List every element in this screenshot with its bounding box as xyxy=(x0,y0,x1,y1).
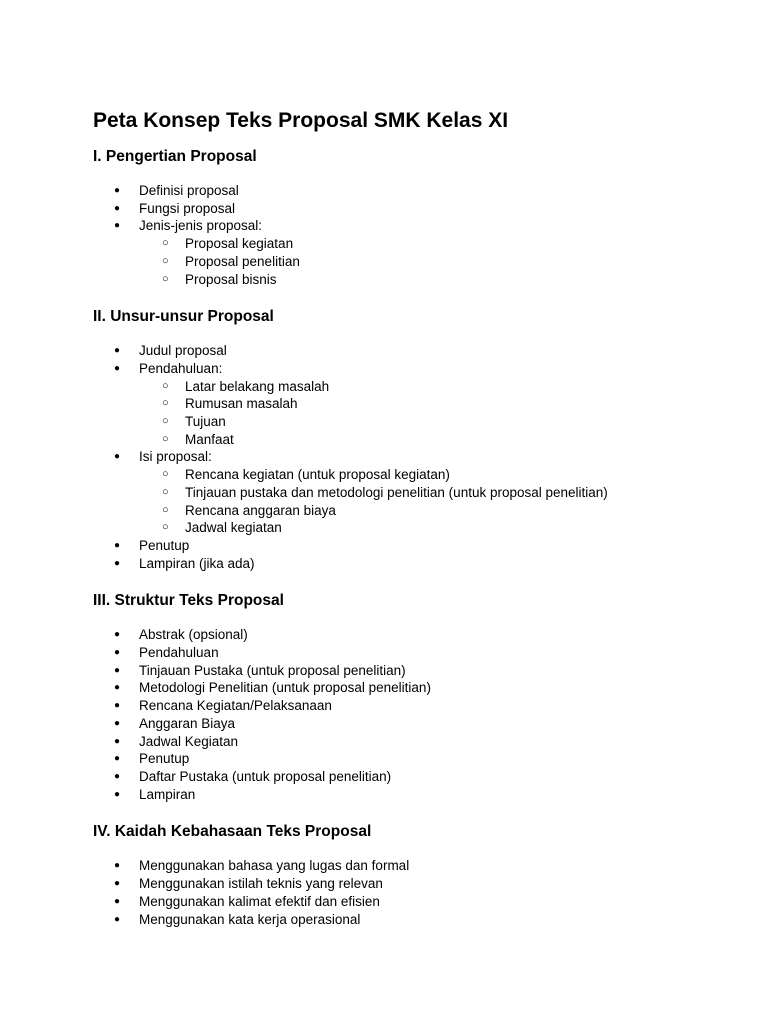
filled-bullet-icon: ● xyxy=(114,682,121,694)
list-item-text: Daftar Pustaka (untuk proposal penelitian) xyxy=(139,768,392,784)
bullet-list xyxy=(93,626,733,803)
list-item xyxy=(93,644,733,662)
list-item-text: Isi proposal: xyxy=(139,449,212,465)
sub-list-item xyxy=(93,271,733,289)
list-item-text: Penutup xyxy=(139,751,190,767)
sub-list-item xyxy=(93,395,733,413)
hollow-bullet-icon: ○ xyxy=(162,432,169,445)
sub-list-item-text: Jadwal kegiatan xyxy=(185,520,282,536)
list-item-text: Definisi proposal xyxy=(139,183,239,198)
section-heading: I. Pengertian Proposal xyxy=(93,148,257,165)
filled-bullet-icon: ● xyxy=(114,362,121,374)
filled-bullet-icon: ● xyxy=(114,735,121,747)
filled-bullet-icon: ● xyxy=(114,717,121,729)
sub-bullet-list xyxy=(93,378,733,449)
bullet-list xyxy=(93,342,733,572)
hollow-bullet-icon: ○ xyxy=(162,521,169,534)
list-item-text: Penutup xyxy=(139,537,190,553)
list-item-text: Pendahuluan xyxy=(139,645,219,661)
list-item-text: Abstrak (opsional) xyxy=(139,627,248,643)
sub-list-item xyxy=(93,484,733,502)
sub-bullet-list xyxy=(93,235,733,288)
sub-list-item xyxy=(93,413,733,431)
section-heading: III. Struktur Teks Proposal xyxy=(93,592,284,610)
document-sections xyxy=(93,146,733,928)
sub-list-item-text: Proposal kegiatan xyxy=(185,236,294,252)
list-item xyxy=(93,555,733,573)
filled-bullet-icon: ● xyxy=(114,860,121,872)
sub-bullet-list xyxy=(93,466,733,537)
list-item-text: Menggunakan bahasa yang lugas dan formal xyxy=(139,858,410,874)
sub-list-item xyxy=(93,235,733,253)
list-item-text: Menggunakan kalimat efektif dan efisien xyxy=(139,893,380,909)
section xyxy=(93,146,733,288)
sub-list-item-text: Tinjauan pustaka dan metodologi penelitian (untuk proposal penelitian) xyxy=(185,484,608,500)
filled-bullet-icon: ● xyxy=(114,345,121,357)
filled-bullet-icon: ● xyxy=(114,664,121,676)
list-item-text: Judul proposal xyxy=(139,343,227,359)
list-item-text: Fungsi proposal xyxy=(139,200,236,216)
sub-list-item xyxy=(93,466,733,484)
list-item xyxy=(93,217,733,288)
filled-bullet-icon: ● xyxy=(114,202,121,214)
sub-list-item xyxy=(93,378,733,396)
list-item xyxy=(93,893,733,911)
filled-bullet-icon: ● xyxy=(114,185,121,196)
filled-bullet-icon: ● xyxy=(114,647,121,659)
sub-list-item-text: Rumusan masalah xyxy=(185,396,298,412)
hollow-bullet-icon: ○ xyxy=(162,379,169,392)
list-item xyxy=(93,626,733,644)
hollow-bullet-icon: ○ xyxy=(162,397,169,410)
list-item xyxy=(93,715,733,733)
sub-list-item xyxy=(93,253,733,271)
hollow-bullet-icon: ○ xyxy=(162,485,169,498)
filled-bullet-icon: ● xyxy=(114,557,121,569)
filled-bullet-icon: ● xyxy=(114,770,121,782)
hollow-bullet-icon: ○ xyxy=(162,237,169,250)
list-item xyxy=(93,750,733,768)
filled-bullet-icon: ● xyxy=(114,451,121,463)
list-item-text: Jadwal Kegiatan xyxy=(139,733,239,749)
section-heading: IV. Kaidah Kebahasaan Teks Proposal xyxy=(93,823,372,841)
filled-bullet-icon: ● xyxy=(114,220,121,232)
filled-bullet-icon: ● xyxy=(114,878,121,890)
sub-list-item xyxy=(93,502,733,520)
list-item-text: Tinjauan Pustaka (untuk proposal penelitian) xyxy=(139,662,406,678)
list-item xyxy=(93,448,733,537)
list-item-text: Menggunakan istilah teknis yang relevan xyxy=(139,876,383,892)
list-item-text: Anggaran Biaya xyxy=(139,715,236,731)
list-item-text: Metodologi Penelitian (untuk proposal penelitian) xyxy=(139,680,431,696)
list-item-text: Menggunakan kata kerja operasional xyxy=(139,911,361,927)
section-heading: II. Unsur-unsur Proposal xyxy=(93,308,274,326)
section xyxy=(93,306,733,572)
list-item xyxy=(93,875,733,893)
filled-bullet-icon: ● xyxy=(114,753,121,765)
section xyxy=(93,590,733,803)
document-title: Peta Konsep Teks Proposal SMK Kelas XI xyxy=(93,109,509,132)
list-item xyxy=(93,360,733,449)
list-item xyxy=(93,182,733,200)
filled-bullet-icon: ● xyxy=(114,629,121,641)
list-item xyxy=(93,342,733,360)
list-item xyxy=(93,857,733,875)
list-item-text: Rencana Kegiatan/Pelaksanaan xyxy=(139,698,332,714)
sub-list-item xyxy=(93,519,733,537)
list-item xyxy=(93,679,733,697)
sub-list-item-text: Rencana anggaran biaya xyxy=(185,502,336,518)
sub-list-item xyxy=(93,431,733,449)
filled-bullet-icon: ● xyxy=(114,700,121,712)
hollow-bullet-icon: ○ xyxy=(162,415,169,428)
list-item xyxy=(93,200,733,218)
filled-bullet-icon: ● xyxy=(114,913,121,925)
list-item-text: Pendahuluan: xyxy=(139,360,223,376)
bullet-list xyxy=(93,182,733,288)
sub-list-item-text: Tujuan xyxy=(185,414,226,430)
sub-list-item-text: Manfaat xyxy=(185,431,234,447)
section xyxy=(93,821,733,928)
sub-list-item-text: Rencana kegiatan (untuk proposal kegiatan) xyxy=(185,467,450,483)
list-item xyxy=(93,911,733,929)
hollow-bullet-icon: ○ xyxy=(162,468,169,481)
hollow-bullet-icon: ○ xyxy=(162,503,169,516)
list-item xyxy=(93,786,733,804)
sub-list-item-text: Latar belakang masalah xyxy=(185,378,330,394)
bullet-list xyxy=(93,857,733,928)
filled-bullet-icon: ● xyxy=(114,788,121,800)
hollow-bullet-icon: ○ xyxy=(162,254,169,267)
filled-bullet-icon: ● xyxy=(114,895,121,907)
sub-list-item-text: Proposal penelitian xyxy=(185,253,300,269)
list-item xyxy=(93,537,733,555)
list-item xyxy=(93,733,733,751)
list-item xyxy=(93,662,733,680)
document-page xyxy=(93,106,733,946)
list-item xyxy=(93,697,733,715)
sub-list-item-text: Proposal bisnis xyxy=(185,271,277,287)
list-item-text: Lampiran (jika ada) xyxy=(139,555,255,571)
filled-bullet-icon: ● xyxy=(114,539,121,551)
hollow-bullet-icon: ○ xyxy=(162,272,169,285)
list-item-text: Jenis-jenis proposal: xyxy=(139,218,263,234)
list-item-text: Lampiran xyxy=(139,786,196,802)
list-item xyxy=(93,768,733,786)
